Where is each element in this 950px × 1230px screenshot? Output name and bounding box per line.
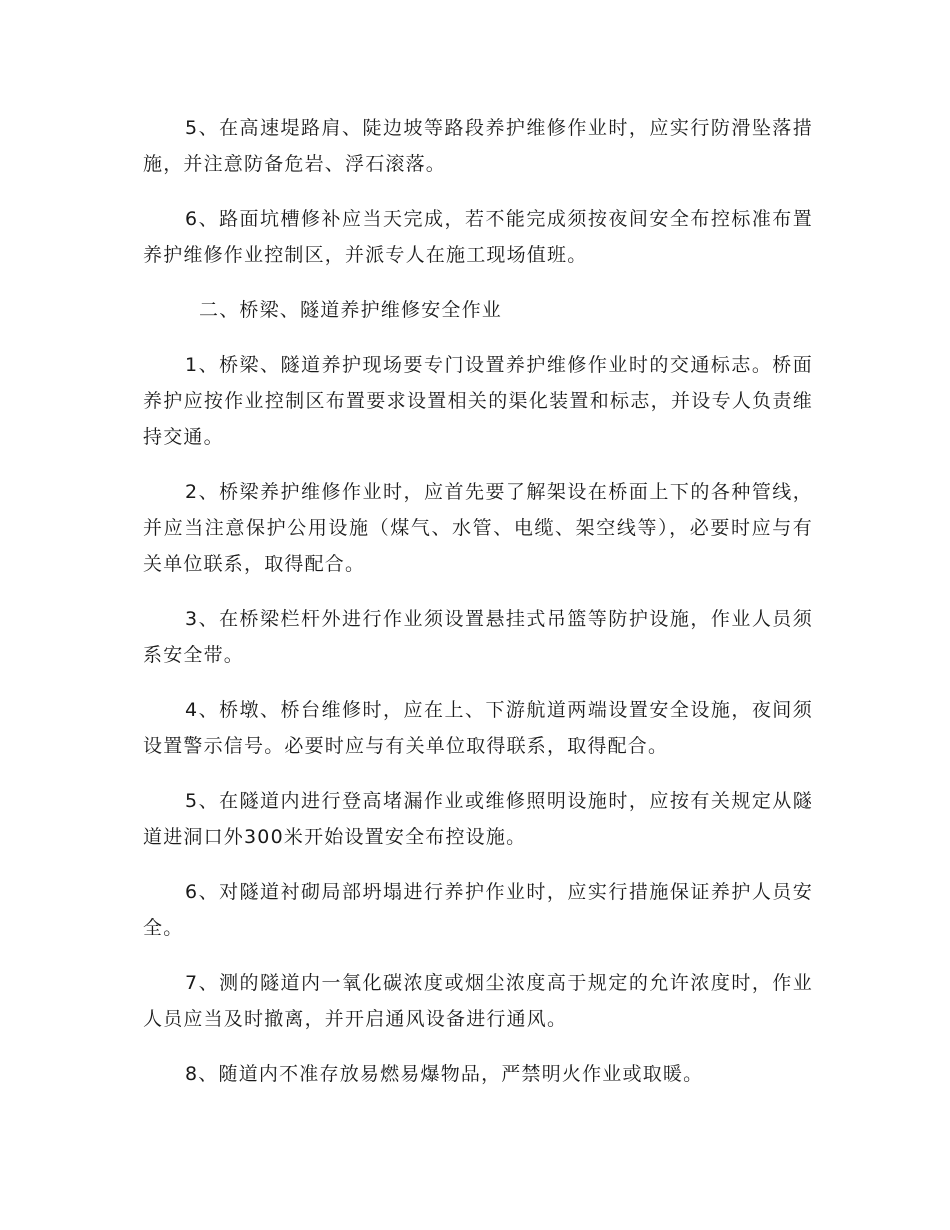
document-body	[143, 110, 813, 1111]
paragraph-pothole-repair-6: 6、路面坑槽修补应当天完成，若不能完成须按夜间安全布控标准布置养护维修作业控制区，并派专人在施工现场值班。	[143, 208, 813, 266]
section-heading-bridge-tunnel: 二、桥梁、隧道养护维修安全作业	[199, 299, 503, 321]
paragraph-bridge-tunnel-6: 6、对隧道衬砌局部坍塌进行养护作业时，应实行措施保证养护人员安全。	[143, 881, 813, 939]
paragraph-road-slope-5: 5、在高速堤路肩、陡边坡等路段养护维修作业时，应实行防滑坠落措施，并注意防备危岩、浮石滚落。	[143, 117, 813, 175]
paragraph-bridge-tunnel-2: 2、桥梁养护维修作业时，应首先要了解架设在桥面上下的各种管线，并应当注意保护公用设施（煤气、水管、电缆、架空线等），必要时应与有关单位联系，取得配合。	[143, 481, 813, 575]
paragraph-bridge-tunnel-1: 1、桥梁、隧道养护现场要专门设置养护维修作业时的交通标志。桥面养护应按作业控制区布置要求设置相关的渠化装置和标志，并设专人负责维持交通。	[143, 354, 813, 448]
paragraph-bridge-tunnel-8: 8、随道内不准存放易燃易爆物品，严禁明火作业或取暖。	[185, 1063, 704, 1085]
paragraph-bridge-tunnel-7: 7、测的隧道内一氧化碳浓度或烟尘浓度高于规定的允许浓度时，作业人员应当及时撤离，并开启通风设备进行通风。	[143, 972, 813, 1030]
paragraph-bridge-tunnel-5: 5、在隧道内进行登高堵漏作业或维修照明设施时，应按有关规定从隧道进洞口外300米开始设置安全布控设施。	[143, 790, 813, 848]
paragraph-bridge-tunnel-4: 4、桥墩、桥台维修时，应在上、下游航道两端设置安全设施，夜间须设置警示信号。必要时应与有关单位取得联系，取得配合。	[143, 699, 813, 757]
paragraph-bridge-tunnel-3: 3、在桥梁栏杆外进行作业须设置悬挂式吊篮等防护设施，作业人员须系安全带。	[143, 608, 813, 666]
